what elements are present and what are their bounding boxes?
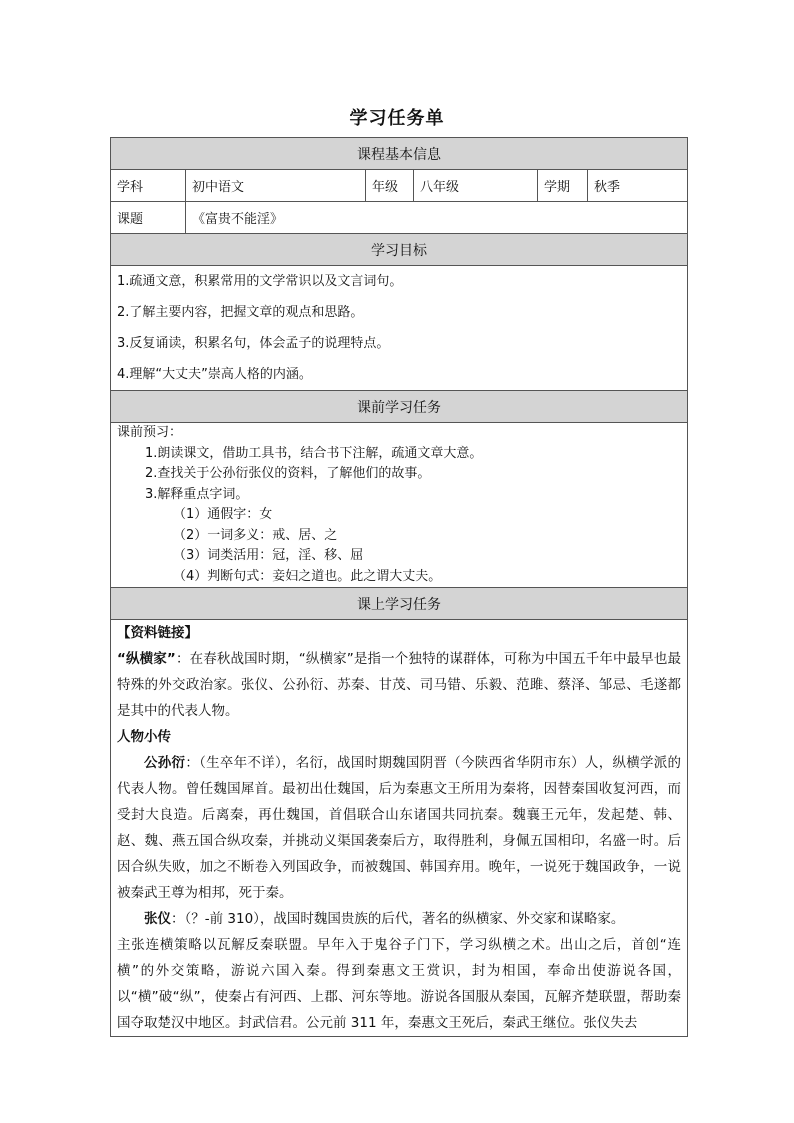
goals-header: 学习目标 <box>111 234 688 266</box>
gongsun-text: ：（生卒年不详），名衍，战国时期魏国阴晋（今陕西省华阴市东）人，纵横学派的代表人物。曾任魏国犀首。最初出仕魏国，后为秦惠文王所用为秦将，因替秦国收复河西，而受封大良造。后离秦，再仕魏国，首倡联合山东诸国共同抗秦。魏襄王元年，发起楚、韩、赵、魏、燕五国合纵攻秦，并挑动义渠国袭秦后方，取得胜利，身佩五国相印，名盛一时。后因合纵失败，加之不断卷入列国政争，而被魏国、韩国弃用。晚年，一说死于魏国政争，一说被秦武王尊为相邦，死于秦。 <box>117 755 682 901</box>
preclass-content <box>111 423 688 588</box>
gongsun-paragraph <box>117 750 681 906</box>
zongheng-term: “纵横家” <box>117 651 176 667</box>
term-label: 学期 <box>538 170 588 202</box>
zongheng-text: ：在春秋战国时期，“纵横家”是指一个独特的谋群体，可称为中国五千年中最早也最特殊的外交政治家。张仪、公孙衍、苏秦、甘茂、司马错、乐毅、范雎、蔡泽、邹忌、毛遂都是其中的代表人物。 <box>117 651 682 719</box>
goal-item: 2.了解主要内容，把握文章的观点和思路。 <box>117 305 364 320</box>
zhangyi-name: 张仪 <box>144 911 171 927</box>
inclass-header: 课上学习任务 <box>111 588 688 620</box>
goal-item: 1.疏通文意，积累常用的文学常识以及文言词句。 <box>117 274 403 289</box>
resource-heading: 【资料链接】 <box>117 625 198 641</box>
inclass-content <box>111 620 688 1037</box>
zhangyi-paragraph <box>117 906 681 932</box>
preclass-subitem: （2）一词多义：戒、居、之 <box>173 527 338 543</box>
grade-value: 八年级 <box>414 170 538 202</box>
goal-item: 4.理解“大丈夫”崇高人格的内涵。 <box>117 367 312 382</box>
task-sheet-table <box>110 137 688 1037</box>
goals-list <box>111 266 688 391</box>
subject-value: 初中语文 <box>186 170 366 202</box>
zhangyi-text: ：（？-前 310），战国时魏国贵族的后代，著名的纵横家、外交家和谋略家。 <box>171 911 625 927</box>
preclass-intro: 课前预习： <box>117 425 183 440</box>
page-title: 学习任务单 <box>349 108 445 129</box>
topic-label: 课题 <box>111 202 186 234</box>
term-value: 秋季 <box>588 170 688 202</box>
preclass-step: 2.查找关于公孙衍张仪的资料，了解他们的故事。 <box>145 466 431 481</box>
preclass-subitem: （3）词类活用：冠，淫、移、屈 <box>173 548 364 563</box>
preclass-subitem: （4）判断句式：妾妇之道也。此之谓大丈夫。 <box>173 568 442 584</box>
grade-label: 年级 <box>366 170 414 202</box>
preclass-header: 课前学习任务 <box>111 391 688 423</box>
bio-heading: 人物小传 <box>117 729 171 745</box>
goal-item: 3.反复诵读，积累名句，体会孟子的说理特点。 <box>117 336 390 351</box>
course-info-header: 课程基本信息 <box>111 138 688 170</box>
preclass-subitem: （1）通假字：女 <box>173 507 273 522</box>
gongsun-name: 公孙衍 <box>144 755 186 771</box>
preclass-step: 1.朗读课文，借助工具书，结合书下注解，疏通文章大意。 <box>145 445 483 461</box>
zongheng-paragraph <box>117 646 681 724</box>
topic-value: 《富贵不能淫》 <box>186 202 688 234</box>
zhangyi-continued: 主张连横策略以瓦解反秦联盟。早年入于鬼谷子门下，学习纵横之术。出山之后，首创“连横”的外交策略，游说六国入秦。得到秦惠文王赏识，封为相国，奉命出使游说各国，以“横”破“纵”，使秦占有河西、上郡、河东等地。游说各国服从秦国，瓦解齐楚联盟，帮助秦国夺取楚汉中地区。封武信君。公元前 311 年，秦惠文王死后，秦武王继位。张仪失去 <box>117 937 682 1031</box>
preclass-step: 3.解释重点字词。 <box>145 486 249 502</box>
subject-label: 学科 <box>111 170 186 202</box>
